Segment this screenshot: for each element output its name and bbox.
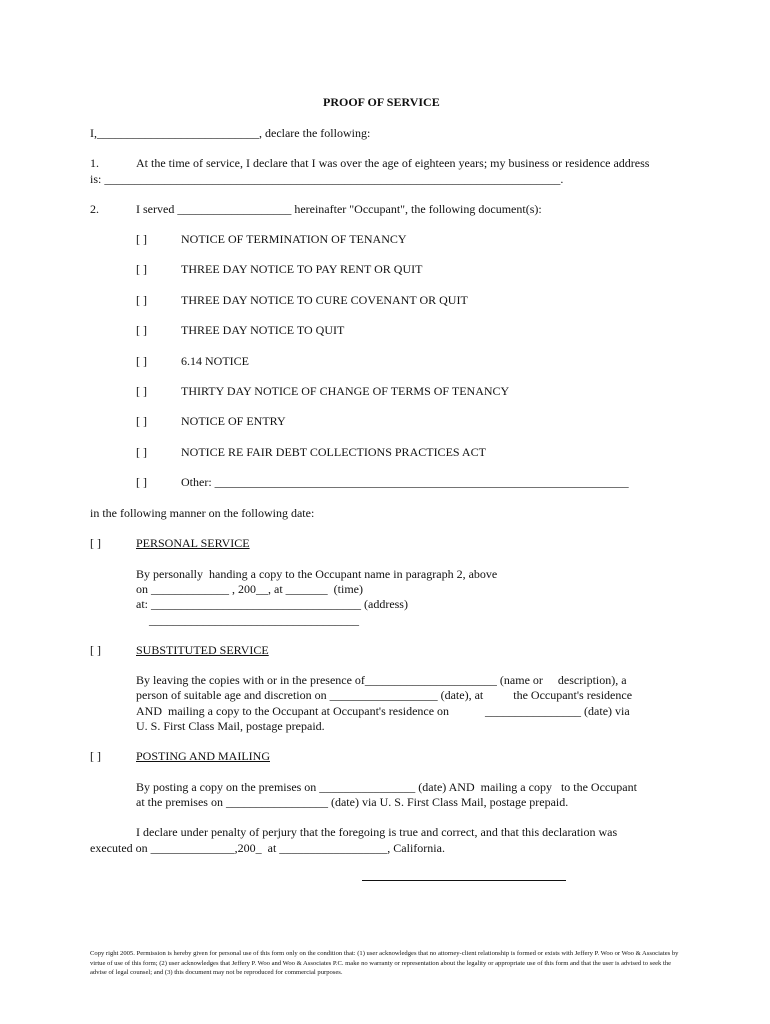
doc-label: NOTICE RE FAIR DEBT COLLECTIONS PRACTICES ACT [181, 445, 486, 459]
substituted-heading: SUBSTITUTED SERVICE [136, 643, 269, 657]
doc-checkbox[interactable]: [ ] [136, 414, 147, 428]
doc-checkbox[interactable]: [ ] [136, 445, 147, 459]
doc-label: THIRTY DAY NOTICE OF CHANGE OF TERMS OF TENANCY [181, 384, 510, 398]
doc-label-other: Other: _____________________________________________________________________ [181, 475, 629, 489]
personal-checkbox[interactable]: [ ] [90, 536, 101, 550]
personal-line: at: ___________________________________ (address) [136, 597, 408, 611]
doc-label: THREE DAY NOTICE TO CURE COVENANT OR QUIT [181, 293, 468, 307]
doc-checkbox[interactable]: [ ] [136, 293, 147, 307]
doc-checkbox[interactable]: [ ] [136, 323, 147, 337]
para2-text: I served ___________________ hereinafter "Occupant", the following document(s): [136, 202, 542, 216]
personal-line: on _____________ , 200__, at _______ (time) [136, 582, 363, 596]
doc-label: THREE DAY NOTICE TO PAY RENT OR QUIT [181, 262, 423, 276]
doc-checkbox[interactable]: [ ] [136, 262, 147, 276]
substituted-line: By leaving the copies with or in the presence of______________________ (name or description), a [136, 673, 627, 687]
doc-label: NOTICE OF TERMINATION OF TENANCY [181, 232, 407, 246]
para1-line2: is: ____________________________________________________________________________. [90, 172, 564, 186]
doc-checkbox[interactable]: [ ] [136, 384, 147, 398]
declaration-line: executed on ______________,200_ at __________________, California. [90, 841, 445, 855]
doc-checkbox[interactable]: [ ] [136, 232, 147, 246]
page-title: PROOF OF SERVICE [323, 95, 440, 109]
signature-line [362, 880, 566, 881]
substituted-line: AND mailing a copy to the Occupant at Occupant's residence on ________________ (date) via [136, 704, 630, 718]
manner-intro: in the following manner on the following date: [90, 506, 315, 520]
para1-line1: At the time of service, I declare that I was over the age of eighteen years; my business or residence address [136, 156, 650, 170]
substituted-line: person of suitable age and discretion on __________________ (date), at the Occupant's residence [136, 688, 633, 702]
substituted-checkbox[interactable]: [ ] [90, 643, 101, 657]
posting-checkbox[interactable]: [ ] [90, 749, 101, 763]
doc-checkbox[interactable]: [ ] [136, 475, 147, 489]
doc-label: NOTICE OF ENTRY [181, 414, 286, 428]
para1-number: 1. [90, 156, 99, 170]
personal-line: ___________________________________ [149, 613, 359, 627]
para2-number: 2. [90, 202, 99, 216]
posting-line: at the premises on _________________ (date) via U. S. First Class Mail, postage prepaid. [136, 795, 569, 809]
doc-label: 6.14 NOTICE [181, 354, 249, 368]
personal-heading: PERSONAL SERVICE [136, 536, 250, 550]
substituted-line: U. S. First Class Mail, postage prepaid. [136, 719, 325, 733]
posting-line: By posting a copy on the premises on ________________ (date) AND mailing a copy to the Occupant [136, 780, 637, 794]
copyright-footer: Copy right 2005. Permission is hereby given for personal use of this form only on the condition that: (1) user acknowledges that no attorney-client relationship is formed or exists with Jeffery P. Woo or Woo & Associates by virtue of use of this form; (2) user acknowledges that Jeffery P. Woo and Woo & Associates P.C. make no warranty or representation about the legality or appropriate use of this form and that the user is advised to seek the advise of legal counsel; and (3) this document may not be reproduced for commercial purposes. [90, 950, 679, 976]
doc-label: THREE DAY NOTICE TO QUIT [181, 323, 345, 337]
declarant-line: I,___________________________, declare the following: [90, 126, 371, 140]
personal-line: By personally handing a copy to the Occupant name in paragraph 2, above [136, 567, 498, 581]
posting-heading: POSTING AND MAILING [136, 749, 270, 763]
doc-checkbox[interactable]: [ ] [136, 354, 147, 368]
declaration-line: I declare under penalty of perjury that the foregoing is true and correct, and that this declaration was [136, 825, 618, 839]
